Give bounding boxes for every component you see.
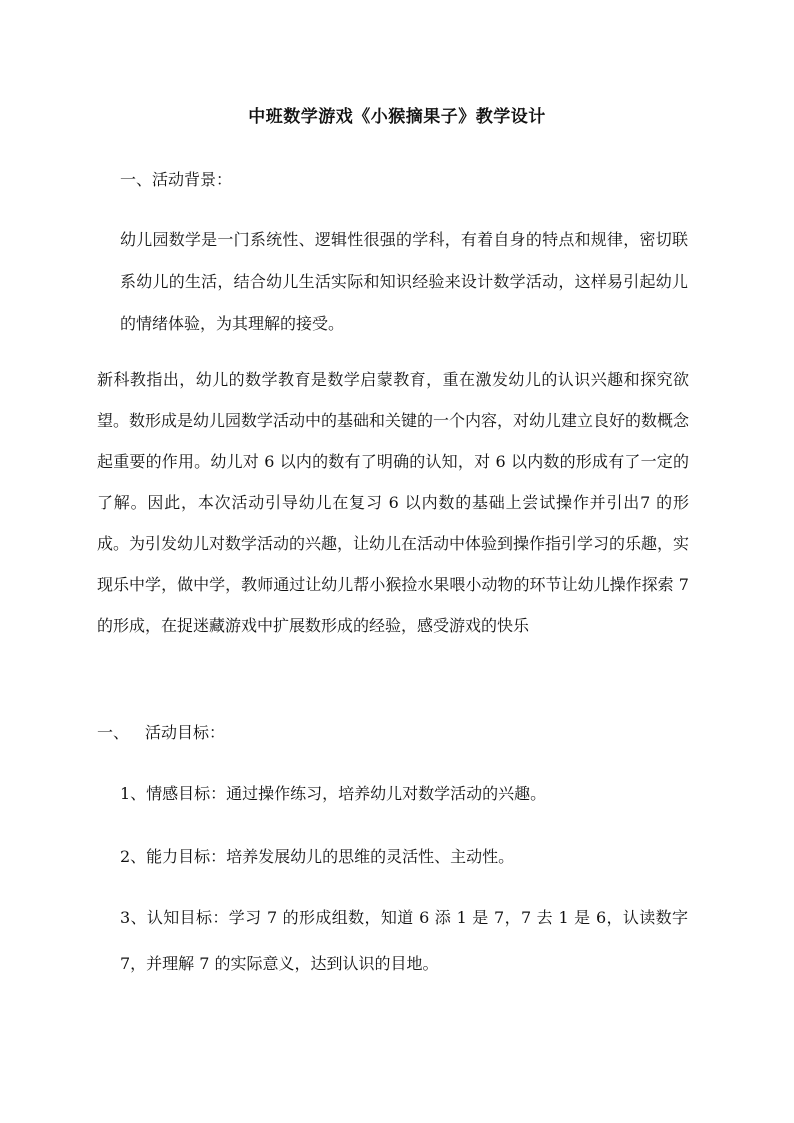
goal-item-emotion: 1、情感目标：通过操作练习，培养幼儿对数学活动的兴趣。 — [120, 784, 547, 803]
main-paragraph: 新科教指出，幼儿的数学教育是数学启蒙教育，重在激发幼儿的认识兴趣和探究欲望。数形成是幼儿园数学活动中的基础和关键的一个内容，对幼儿建立良好的数概念起重要的作用。幼儿对 6 以内的数有了明确的认知，对 6 以内数的形成有了一定的了解。因此，本次活动引导幼儿在复习 6 以内数的基础上尝试操作并引出7 的形成。为引发幼儿对数学活动的兴趣，让幼儿在活动中体验到操作指引学习的乐趣，实现乐中学，做中学，教师通过让幼儿帮小猴捡水果喂小动物的环节让幼儿操作探索 7 的形成，在捉迷藏游戏中扩展数形成的经验，感受游戏的快乐 — [97, 370, 690, 635]
section-heading-text: 活动目标： — [145, 723, 226, 742]
goal-item-ability: 2、能力目标：培养发展幼儿的思维的灵活性、主动性。 — [120, 847, 515, 866]
section-number: 一、 — [97, 723, 130, 742]
section-heading-goals — [97, 720, 225, 746]
section-heading-background: 一、活动背景： — [120, 170, 233, 189]
background-paragraph: 幼儿园数学是一门系统性、逻辑性很强的学科，有着自身的特点和规律，密切联系幼儿的生活，结合幼儿生活实际和知识经验来设计数学活动，这样易引起幼儿的情绪体验，为其理解的接受。 — [120, 230, 688, 333]
goal-item-cognition: 3、认知目标：学习 7 的形成组数，知道 6 添 1 是 7，7 去 1 是 6，认读数字 7，并理解 7 的实际意义，达到认识的目地。 — [120, 908, 688, 973]
document-title: 中班数学游戏《小猴摘果子》教学设计 — [248, 107, 546, 127]
